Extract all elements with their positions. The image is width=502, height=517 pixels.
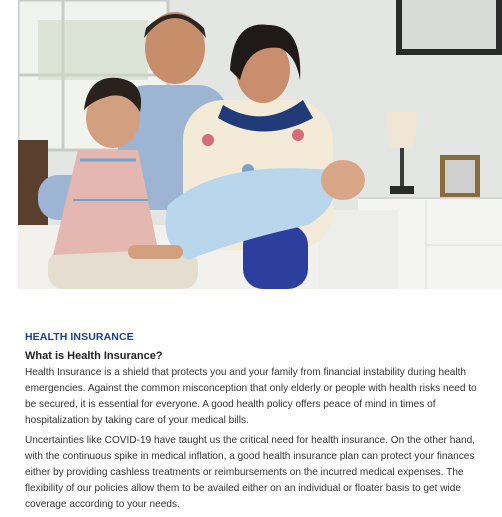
paragraph-2 [25,433,502,513]
section-question: What is Health Insurance? [25,350,163,362]
paragraph-2-line: either by providing cashless treatments or reimbursements on the incurred medical expenses. The [25,467,464,478]
paragraph-2-line: Uncertainties like COVID-19 have taught us the critical need for health insurance. On the other hand, [25,435,475,446]
paragraph-1-line: emergencies. Against the common misconception that only elderly or people with health risks need to [25,383,477,394]
paragraph-2-line: flexibility of our policies allow them to be availed either on an individual or floater basis to get wide [25,483,461,494]
hero-image [18,0,502,289]
paragraph-1 [25,365,502,429]
paragraph-1-line: be secured, it is essential for everyone. A good health policy offers peace of mind in times of [25,399,436,410]
paragraph-2-line: with the continuous spike in medical inflation, a good health insurance plan can protect your finances [25,451,475,462]
paragraph-1-line: hospitalization by taking care of your medical bills. [25,415,249,426]
section-label: HEALTH INSURANCE [25,331,134,343]
paragraph-2-line: coverage according to your needs. [25,499,180,510]
health-insurance-section [25,331,502,517]
family-photo [18,0,502,289]
paragraph-1-line: Health Insurance is a shield that protects you and your family from financial instability during health [25,367,466,378]
